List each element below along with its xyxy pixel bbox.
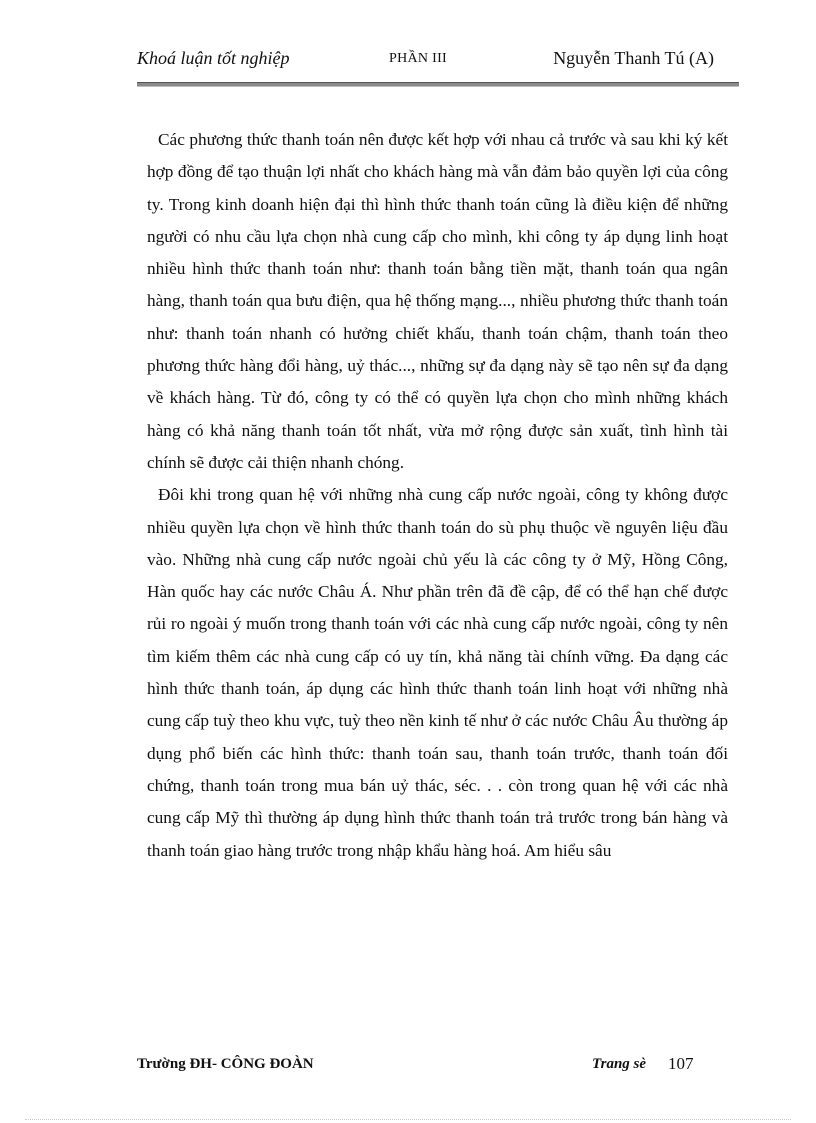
page-number: 107 xyxy=(668,1054,694,1073)
section-label: PHẦN III xyxy=(389,51,448,66)
paragraph: Đôi khi trong quan hệ với những nhà cung cấp nước ngoài, công ty không được nhiều quyền lựa chọn về hình thức thanh toán do sù phụ thuộc về nguyên liệu đầu vào. Những nhà cung cấp nước ngoài chủ yếu là các công ty ở Mỹ, Hồng Công, Hàn quốc hay các nước Châu Á. Như phần trên đã đề cập, để có thể hạn chế được rủi ro ngoài ý muốn trong thanh toán với các nhà cung cấp nước ngoài, công ty nên tìm kiếm thêm các nhà cung cấp có uy tín, khả năng tài chính vững. Đa dạng các hình thức thanh toán, áp dụng các hình thức thanh toán linh hoạt với những nhà cung cấp tuỳ theo khu vực, tuỳ theo nền kinh tế như ở các nước Châu Âu thường áp dụng phổ biến các hình thức: thanh toán sau, thanh toán trước, thanh toán đối chứng, thanh toán trong mua bán uỷ thác, séc. . . còn trong quan hệ với các nhà cung cấp Mỹ thì thường áp dụng hình thức thanh toán trả trước trong bán hàng và thanh toán giao hàng trước trong nhập khẩu hàng hoá. Am hiểu sâu xyxy=(147,485,728,860)
thesis-title: Khoá luận tốt nghiệp xyxy=(137,48,290,68)
author-name: Nguyễn Thanh Tú (A) xyxy=(553,48,714,68)
page-header xyxy=(137,46,739,74)
body-text xyxy=(147,124,728,867)
page-footer xyxy=(137,1054,739,1078)
header-divider xyxy=(137,82,739,87)
page-edge-divider xyxy=(25,1119,791,1120)
school-name: Trường ĐH- CÔNG ĐOÀN xyxy=(137,1056,314,1072)
paragraph: Các phương thức thanh toán nên được kết hợp với nhau cả trước và sau khi ký kết hợp đồng để tạo thuận lợi nhất cho khách hàng mà vẫn đảm bảo quyền lợi của công ty. Trong kinh doanh hiện đại thì hình thức thanh toán cũng là điều kiện để những người có nhu cầu lựa chọn nhà cung cấp cho mình, khi công ty áp dụng linh hoạt nhiều hình thức thanh toán như: thanh toán bằng tiền mặt, thanh toán qua ngân hàng, thanh toán qua bưu điện, qua hệ thống mạng..., nhiều phương thức thanh toán như: thanh toán nhanh có hưởng chiết khấu, thanh toán chậm, thanh toán theo phương thức hàng đổi hàng, uỷ thác..., những sự đa dạng này sẽ tạo nên sự đa dạng về khách hàng. Từ đó, công ty có thể có quyền lựa chọn cho mình những khách hàng có khả năng thanh toán tốt nhất, vừa mở rộng được sản xuất, tình hình tài chính sẽ được cải thiện nhanh chóng. xyxy=(147,130,728,472)
page-label: Trang sè xyxy=(592,1056,647,1072)
